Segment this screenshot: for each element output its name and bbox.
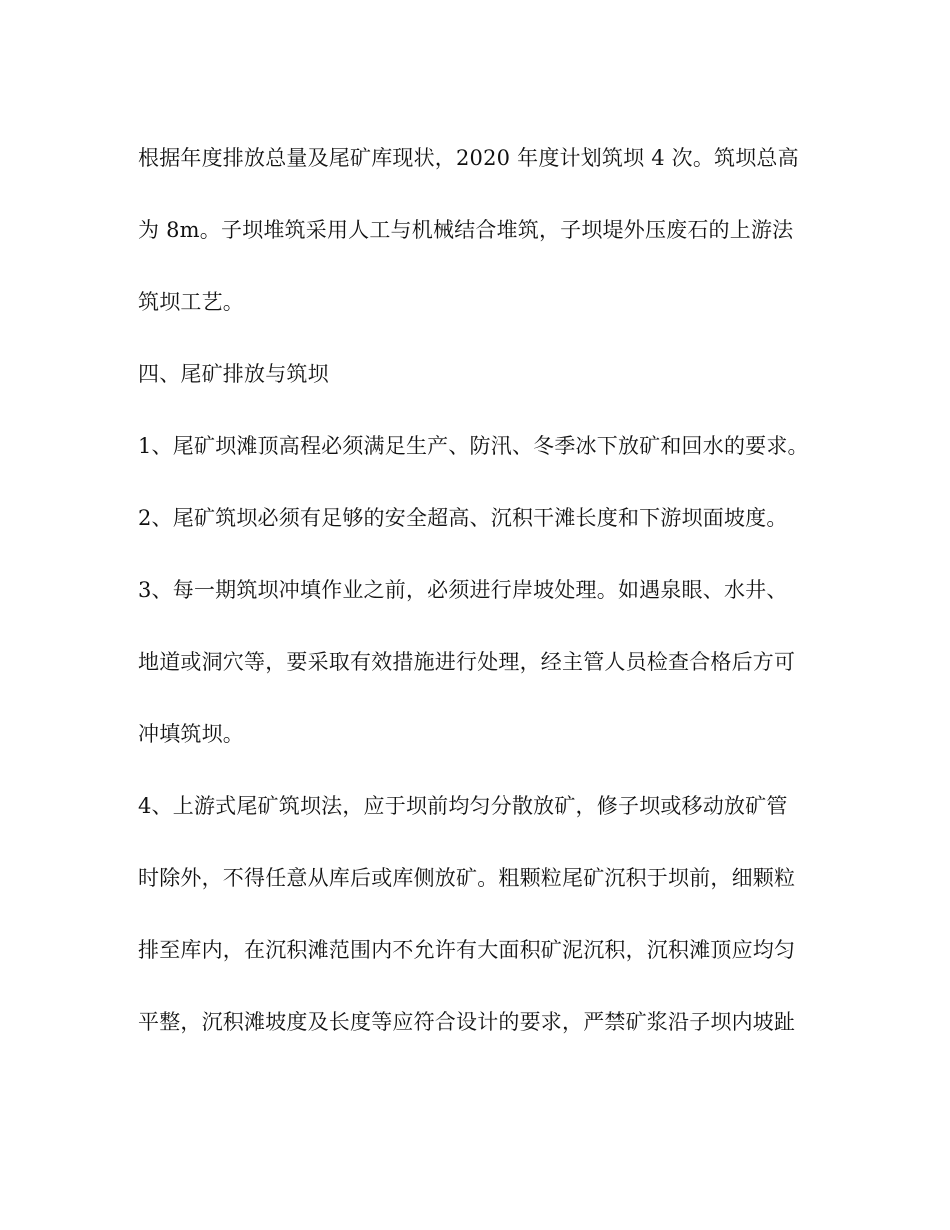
paragraph-line: 为 8m。子坝堆筑采用人工与机械结合堆筑，子坝堤外压废石的上游法: [138, 218, 794, 242]
list-item-4-continued: 时除外，不得任意从库后或库侧放矿。粗颗粒尾矿沉积于坝前，细颗粒: [138, 866, 796, 890]
paragraph-line: 筑坝工艺。: [138, 290, 244, 314]
list-item-4: 4、上游式尾矿筑坝法，应于坝前均匀分散放矿，修子坝或移动放矿管: [138, 794, 788, 818]
list-item-4-continued: 平整，沉积滩坡度及长度等应符合设计的要求，严禁矿浆沿子坝内坡趾: [138, 1010, 796, 1034]
list-item-4-continued: 排至库内，在沉积滩范围内不允许有大面积矿泥沉积，沉积滩顶应均匀: [138, 938, 796, 962]
list-item-3-continued: 地道或洞穴等，要采取有效措施进行处理，经主管人员检查合格后方可: [138, 650, 796, 674]
section-heading: 四、尾矿排放与筑坝: [138, 362, 329, 386]
paragraph-line: 根据年度排放总量及尾矿库现状，2020 年度计划筑坝 4 次。筑坝总高: [138, 146, 799, 170]
list-item-3: 3、每一期筑坝冲填作业之前，必须进行岸坡处理。如遇泉眼、水井、: [138, 578, 788, 602]
list-item-1: 1、尾矿坝滩顶高程必须满足生产、防汛、冬季冰下放矿和回水的要求。: [138, 434, 809, 458]
list-item-2: 2、尾矿筑坝必须有足够的安全超高、沉积干滩长度和下游坝面坡度。: [138, 506, 788, 530]
list-item-3-continued: 冲填筑坝。: [138, 722, 244, 746]
